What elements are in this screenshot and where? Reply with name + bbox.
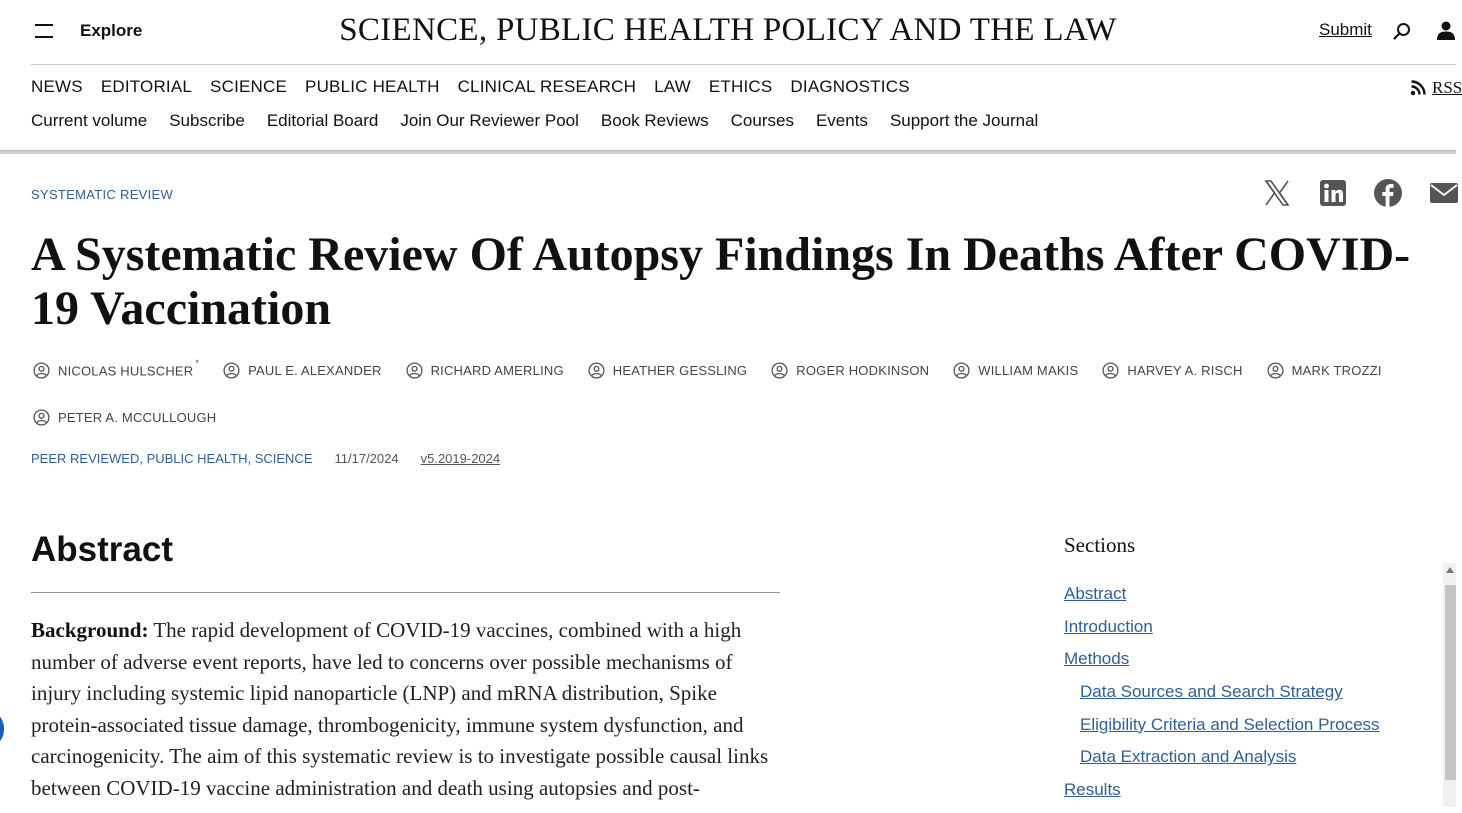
toc-item-methods — [1064, 649, 1380, 682]
rss-link[interactable] — [1410, 78, 1462, 98]
abstract-heading: Abstract — [31, 530, 173, 569]
author[interactable] — [33, 407, 216, 427]
toc-link[interactable]: Data Extraction and Analysis — [1080, 747, 1297, 767]
toc-item-results — [1064, 780, 1380, 813]
person-circle-icon — [1267, 362, 1284, 379]
nav-item-science[interactable]: SCIENCE — [210, 77, 288, 96]
author[interactable] — [223, 360, 381, 380]
sections-title: Sections — [1064, 533, 1136, 557]
author-list — [33, 357, 1433, 427]
floating-side-tab[interactable] — [0, 710, 4, 748]
toc-link[interactable]: Eligibility Criteria and Selection Process — [1080, 714, 1380, 734]
share-x-button[interactable] — [1262, 178, 1292, 208]
scrollbar-thumb[interactable] — [1445, 585, 1456, 780]
author-name: HARVEY A. RISCH — [1127, 362, 1243, 378]
toc-item-eligibility — [1064, 715, 1380, 748]
author[interactable] — [771, 360, 929, 380]
nav-item-ethics[interactable]: ETHICS — [708, 77, 773, 96]
nav-item-current-volume[interactable]: Current volume — [31, 111, 148, 130]
nav-item-reviewer-pool[interactable]: Join Our Reviewer Pool — [400, 111, 579, 130]
corresponding-author-mark: * — [195, 357, 200, 368]
toc-link[interactable]: Results — [1064, 780, 1121, 800]
toc-item-data-sources — [1064, 682, 1380, 715]
background-label: Background: — [31, 618, 149, 642]
person-circle-icon — [223, 362, 240, 379]
nav-item-book-reviews[interactable]: Book Reviews — [600, 111, 709, 130]
person-circle-icon — [953, 362, 970, 379]
share-linkedin-button[interactable] — [1318, 178, 1348, 208]
linkedin-icon — [1318, 178, 1348, 208]
secondary-nav — [31, 111, 1038, 131]
site-header — [0, 0, 1456, 64]
scroll-up-arrow-icon[interactable] — [1446, 567, 1454, 573]
person-circle-icon — [33, 409, 50, 426]
toc-link[interactable]: Data Sources and Search Strategy — [1080, 682, 1343, 702]
abstract-divider — [31, 592, 780, 593]
author-name: PETER A. MCCULLOUGH — [58, 409, 217, 425]
author-name: MARK TROZZI — [1291, 362, 1382, 378]
toc-link[interactable]: Abstract — [1064, 584, 1127, 603]
search-icon[interactable] — [1393, 22, 1411, 40]
person-circle-icon — [406, 362, 423, 379]
nav-item-courses[interactable]: Courses — [730, 111, 794, 130]
article-title: A Systematic Review Of Autopsy Findings In Deaths After COVID-19 Vaccination — [31, 228, 1411, 335]
sections-toc — [1064, 584, 1380, 813]
facebook-icon — [1373, 178, 1403, 208]
person-circle-icon — [33, 362, 50, 379]
author-name: NICOLAS HULSCHER* — [58, 357, 200, 379]
nav-item-news[interactable]: NEWS — [31, 77, 83, 96]
person-circle-icon — [1102, 362, 1119, 379]
site-title[interactable]: SCIENCE, PUBLIC HEALTH POLICY AND THE LAW — [339, 12, 1117, 48]
header-divider — [31, 64, 1456, 65]
author[interactable] — [406, 360, 564, 380]
article-category[interactable]: SYSTEMATIC REVIEW — [31, 187, 174, 202]
author[interactable] — [33, 357, 200, 380]
primary-nav — [31, 77, 910, 97]
x-icon — [1262, 178, 1292, 208]
author[interactable] — [1267, 360, 1382, 380]
nav-item-editorial-board[interactable]: Editorial Board — [266, 111, 379, 130]
nav-item-law[interactable]: LAW — [654, 77, 691, 96]
person-circle-icon — [588, 362, 605, 379]
author-name: WILLIAM MAKIS — [978, 362, 1079, 378]
toc-item-data-extraction — [1064, 747, 1380, 780]
background-text: The rapid development of COVID-19 vaccines, combined with a high number of adverse event reports, have led to concerns over possible mechanisms of injury including systemic lipid nanoparticle (LNP) and mRNA distribution, Spike protein-associated tissue damage, thrombogenicity, immune system dysfunction, and carcinogenicity. The aim of this systematic review is to investigate possible causal links between COVID-19 vaccine administration and death using autopsies and post- — [31, 618, 769, 800]
author[interactable] — [953, 360, 1078, 380]
toc-link[interactable]: Introduction — [1064, 616, 1153, 636]
nav-item-public-health[interactable]: PUBLIC HEALTH — [305, 77, 440, 96]
author-name: HEATHER GESSLING — [612, 362, 748, 378]
nav-item-diagnostics[interactable]: DIAGNOSTICS — [790, 77, 910, 96]
nav-item-support[interactable]: Support the Journal — [889, 111, 1039, 130]
submit-link[interactable]: Submit — [1319, 20, 1372, 39]
author[interactable] — [588, 360, 747, 380]
article-meta — [31, 451, 500, 466]
share-email-button[interactable] — [1429, 178, 1459, 208]
toc-item-introduction — [1064, 617, 1380, 650]
author[interactable] — [1102, 360, 1242, 380]
author-name: PAUL E. ALEXANDER — [248, 362, 382, 378]
email-icon — [1429, 178, 1459, 208]
share-facebook-button[interactable] — [1373, 178, 1403, 208]
author-name: RICHARD AMERLING — [430, 362, 564, 378]
article-tags[interactable]: PEER REVIEWED, PUBLIC HEALTH, SCIENCE — [31, 451, 313, 466]
user-icon[interactable] — [1436, 20, 1456, 40]
rss-icon — [1410, 80, 1426, 96]
publish-date: 11/17/2024 — [334, 451, 399, 466]
nav-item-subscribe[interactable]: Subscribe — [169, 111, 245, 130]
person-circle-icon — [771, 362, 788, 379]
nav-item-clinical-research[interactable]: CLINICAL RESEARCH — [457, 77, 637, 96]
toc-item-abstract — [1064, 584, 1380, 617]
rss-label: RSS — [1432, 78, 1462, 97]
toc-link[interactable]: Methods — [1064, 649, 1130, 669]
abstract-background — [31, 615, 783, 804]
nav-divider — [0, 150, 1456, 154]
nav-item-editorial[interactable]: EDITORIAL — [100, 77, 193, 96]
nav-item-events[interactable]: Events — [815, 111, 868, 130]
explore-link[interactable]: Explore — [80, 21, 143, 40]
author-name: ROGER HODKINSON — [796, 362, 930, 378]
version-link[interactable]: v5.2019-2024 — [420, 451, 501, 466]
